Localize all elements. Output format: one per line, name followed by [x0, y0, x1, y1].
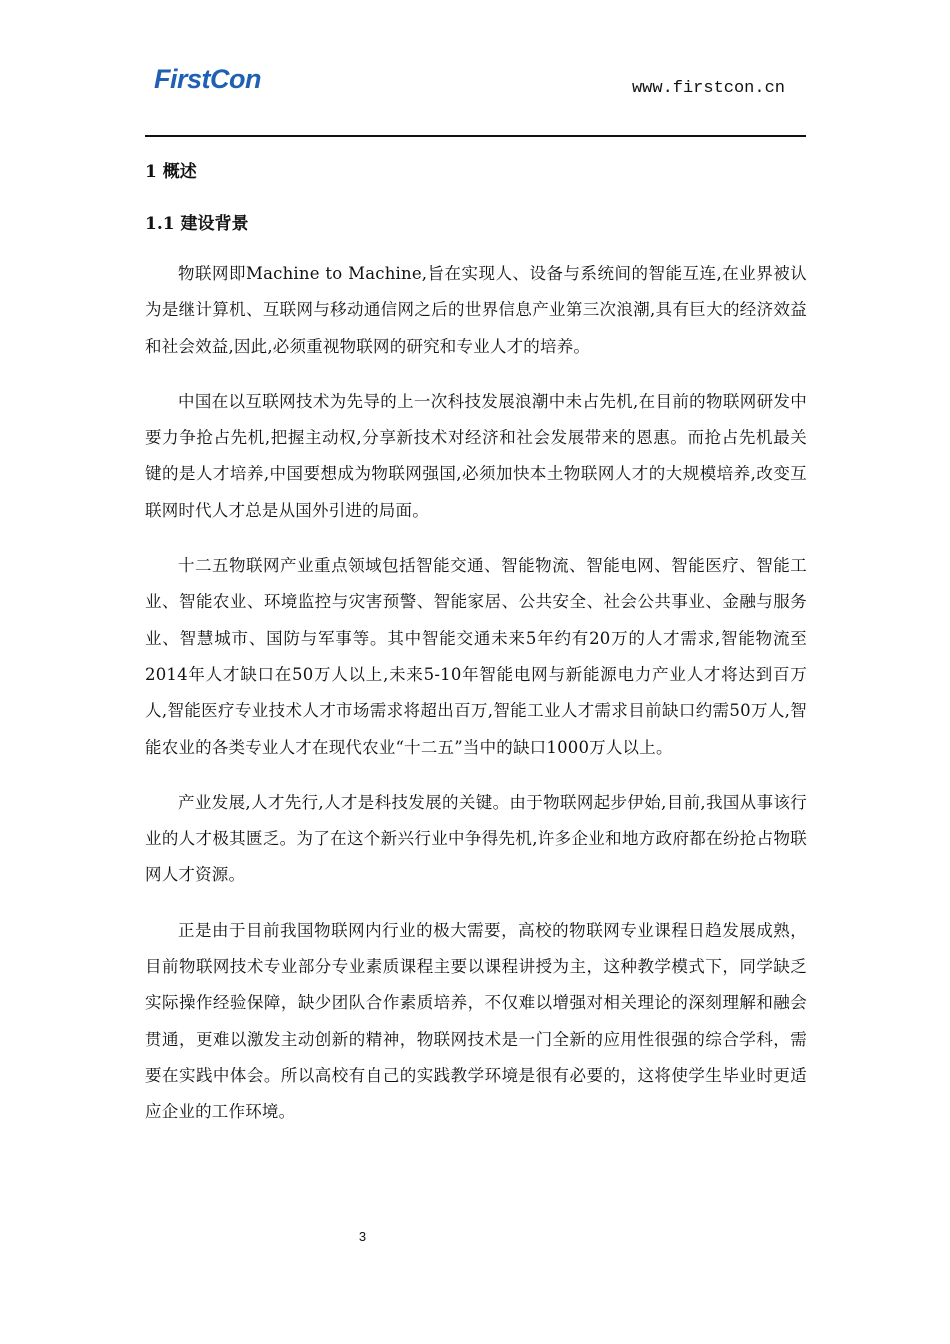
page-number: 3 — [358, 1229, 367, 1244]
firstcon-logo: FirstCon — [154, 64, 261, 94]
paragraph-iot-definition: 物联网即Machine to Machine,旨在实现人、设备与系统间的智能互连,在业界被认为是继计算机、互联网与移动通信网之后的世界信息产业第三次浪潮,具有巨大的经济效益和社会效益,因此,必须重视物联网的研究和专业人才的培养。 — [145, 264, 807, 356]
paragraph-university-practice: 正是由于目前我国物联网内行业的极大需要，高校的物联网专业课程日趋发展成熟，目前物联网技术专业部分专业素质课程主要以课程讲授为主，这种教学模式下，同学缺乏实际操作经验保障，缺少团队合作素质培养，不仅难以增强对相关理论的深刻理解和融会贯通，更难以激发主动创新的精神，物联网技术是一门全新的应用性很强的综合学科，需要在实践中体会。所以高校有自己的实践教学环境是很有必要的，这将使学生毕业时更适应企业的工作环境。 — [145, 920, 807, 1122]
paragraph-china-opportunity: 中国在以互联网技术为先导的上一次科技发展浪潮中未占先机,在目前的物联网研发中要力争抢占先机,把握主动权,分享新技术对经济和社会发展带来的恩惠。而抢占先机最关键的是人才培养,中国要想成为物联网强国,必须加快本土物联网人才的大规模培养,改变互联网时代人才总是从国外引进的局面。 — [145, 391, 807, 520]
header-divider — [145, 135, 806, 137]
section-heading: 1 概述 — [145, 162, 197, 182]
subsection-heading: 1.1 建设背景 — [145, 214, 249, 234]
header-url: www.firstcon.cn — [631, 79, 785, 98]
paragraph-talent-shortage: 产业发展,人才先行,人才是科技发展的关键。由于物联网起步伊始,目前,我国从事该行业的人才极其匮乏。为了在这个新兴行业中争得先机,许多企业和地方政府都在纷抢占物联网人才资源。 — [145, 792, 807, 885]
paragraph-key-fields: 十二五物联网产业重点领域包括智能交通、智能物流、智能电网、智能医疗、智能工业、智能农业、环境监控与灾害预警、智能家居、公共安全、社会公共事业、金融与服务业、智慧城市、国防与军事等。其中智能交通未来5年约有20万的人才需求,智能物流至2014年人才缺口在50万人以上,未来5-10年智能电网与新能源电力产业人才将达到百万人,智能医疗专业技术人才市场需求将超出百万,智能工业人才需求目前缺口约需50万人,智能农业的各类专业人才在现代农业“十二五”当中的缺口1000万人以上。 — [145, 556, 807, 757]
document-body — [145, 150, 807, 1131]
